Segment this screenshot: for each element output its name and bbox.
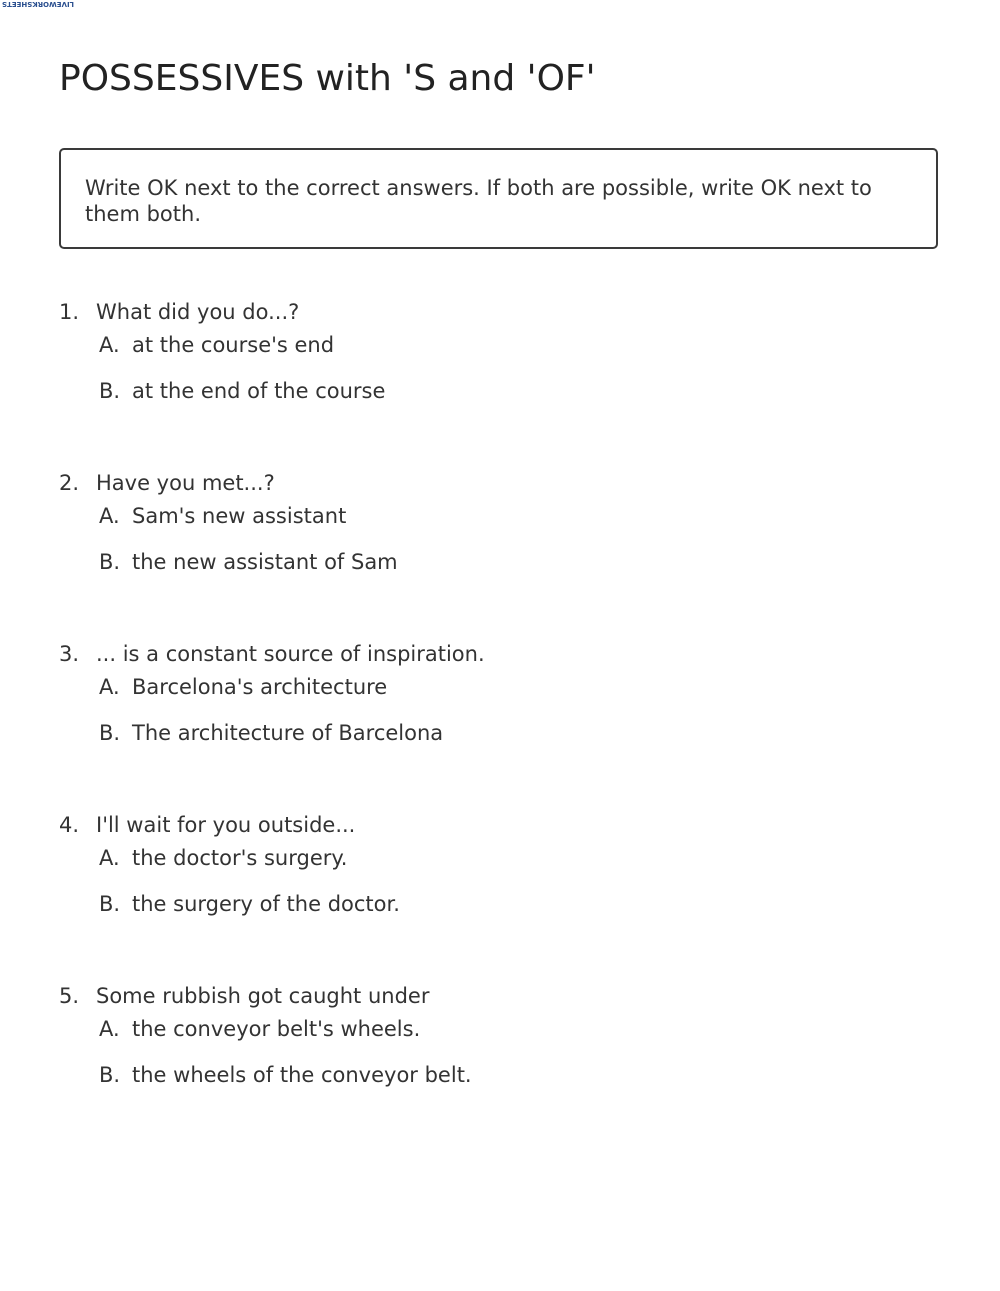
option-text: The architecture of Barcelona xyxy=(132,721,444,745)
liveworksheets-logo: LIVEWORKSHEETS xyxy=(2,0,75,8)
question-1 xyxy=(59,296,939,467)
option-letter: A. xyxy=(99,675,120,699)
question-prompt: What did you do...? xyxy=(96,300,300,324)
question-prompt-row xyxy=(59,980,939,1013)
option-text: the conveyor belt's wheels. xyxy=(132,1017,421,1041)
option-letter: A. xyxy=(99,504,120,528)
option-b xyxy=(99,375,939,421)
option-b xyxy=(99,546,939,592)
question-number: 3. xyxy=(59,642,80,666)
question-list xyxy=(59,296,939,1151)
option-letter: A. xyxy=(99,846,120,870)
option-letter: B. xyxy=(99,892,121,916)
option-letter: A. xyxy=(99,333,120,357)
question-prompt: Have you met...? xyxy=(96,471,275,495)
option-b xyxy=(99,717,939,763)
option-letter: A. xyxy=(99,1017,120,1041)
option-letter: B. xyxy=(99,721,121,745)
option-text: at the course's end xyxy=(132,333,335,357)
question-number: 5. xyxy=(59,984,80,1008)
option-text: the wheels of the conveyor belt. xyxy=(132,1063,472,1087)
option-a xyxy=(99,671,939,717)
option-a xyxy=(99,500,939,546)
question-number: 4. xyxy=(59,813,80,837)
question-number: 2. xyxy=(59,471,80,495)
option-text: the new assistant of Sam xyxy=(132,550,398,574)
question-2 xyxy=(59,467,939,638)
option-a xyxy=(99,329,939,375)
question-4 xyxy=(59,809,939,980)
question-number: 1. xyxy=(59,300,80,324)
option-letter: B. xyxy=(99,1063,121,1087)
question-prompt: ... is a constant source of inspiration. xyxy=(96,642,485,666)
option-text: Sam's new assistant xyxy=(132,504,347,528)
option-text: the surgery of the doctor. xyxy=(132,892,400,916)
option-b xyxy=(99,1059,939,1105)
question-prompt-row xyxy=(59,638,939,671)
question-prompt-row xyxy=(59,467,939,500)
option-letter: B. xyxy=(99,379,121,403)
instructions-box xyxy=(59,148,938,249)
question-5 xyxy=(59,980,939,1151)
question-prompt-row xyxy=(59,809,939,842)
option-letter: B. xyxy=(99,550,121,574)
option-text: the doctor's surgery. xyxy=(132,846,348,870)
question-prompt-row xyxy=(59,296,939,329)
option-b xyxy=(99,888,939,934)
option-text: at the end of the course xyxy=(132,379,386,403)
page-title: POSSESSIVES with 'S and 'OF' xyxy=(59,58,596,99)
question-3 xyxy=(59,638,939,809)
option-text: Barcelona's architecture xyxy=(132,675,388,699)
question-prompt: Some rubbish got caught under xyxy=(96,984,430,1008)
instructions-text: Write OK next to the correct answers. If both are possible, write OK next to them both. xyxy=(85,176,872,226)
option-a xyxy=(99,1013,939,1059)
question-prompt: I'll wait for you outside... xyxy=(96,813,356,837)
option-a xyxy=(99,842,939,888)
